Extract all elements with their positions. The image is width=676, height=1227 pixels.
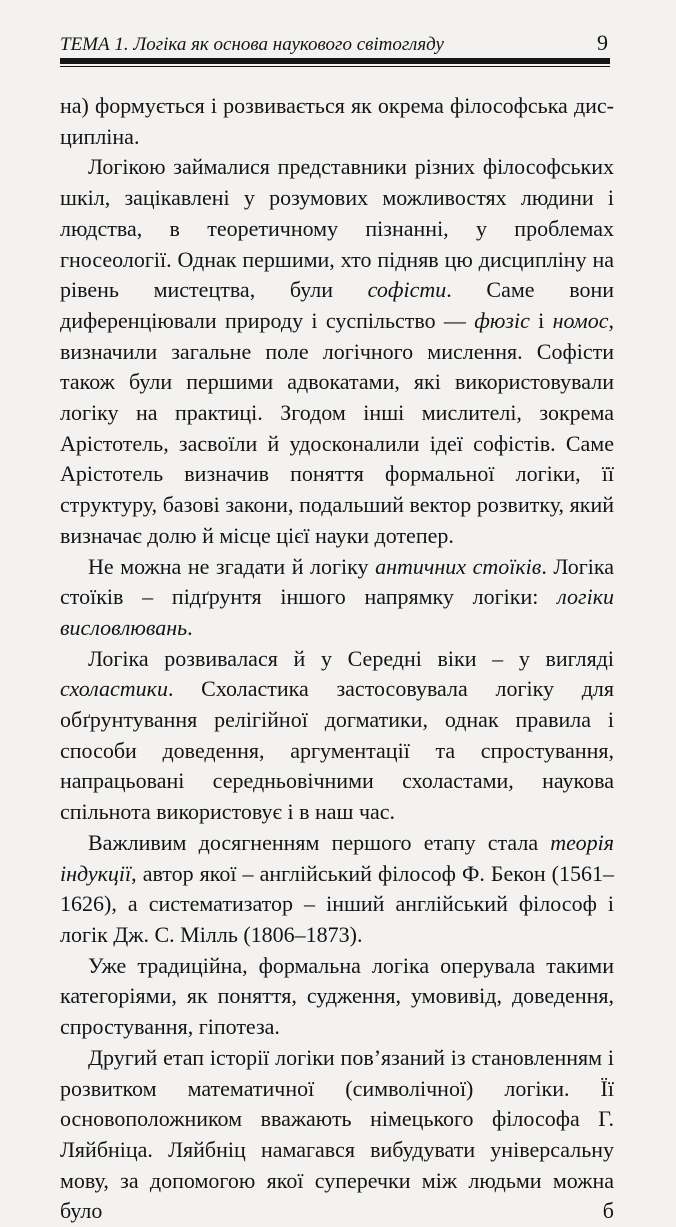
paragraph (60, 152, 614, 551)
italic-term: схоластики (60, 676, 168, 702)
paragraph (60, 1043, 614, 1227)
text-run: , визначили загальне поле логічного мислення. Софісти також були першими адвокатами, які використовували логіку на практиці. Згодом інші мислителі, зокрема Арістотель, засвоїли й удосконалили ідеї софістів. Саме Арістотель визначив поняття формальної логіки, її структуру, базові закони, подальший вектор розвитку, який визначає долю й місце цієї науки дотепер. (60, 307, 614, 548)
text-run: Логікою займалися представники різних філософських шкіл, зацікавлені у розумових можливостях людини і людства, в теоретичному пізнанні, у проблемах гносеології. Однак першими, хто підняв цю дисципліну на рівень мистецтва, були (60, 154, 614, 303)
italic-term: фюзіс (474, 307, 530, 333)
italic-term: номос (552, 307, 609, 333)
paragraph (60, 951, 614, 1043)
paragraph (60, 828, 614, 951)
text-run: Логіка розвивалася й у Середні віки – у вигляді (88, 645, 614, 671)
text-run: . Саме вони диференціювали природу і суспільство — (60, 277, 614, 333)
body-text (60, 91, 614, 1227)
text-run: . Логіка стоїків – підґрунтя іншого напрямку логіки: (60, 553, 614, 610)
page-number: 9 (597, 30, 608, 55)
paragraph (60, 644, 614, 828)
paragraph (60, 91, 614, 152)
italic-term: софісти (367, 277, 447, 303)
text-run: . (187, 614, 193, 640)
text-run: і (529, 307, 553, 333)
text-run: , автор якої – англійський філософ Ф. Бекон (1561–1626), а систематизатор – інший англійський філософ і логік Дж. С. Мілль (1806–1873). (60, 860, 614, 947)
header-rule-thick (60, 58, 610, 64)
text-run: Уже традиційна, формальна логіка оперувала такими категоріями, як поняття, судження, умовивід, доведення, спростування, гіпотеза. (60, 952, 614, 1040)
text-run: . Схоластика застосовувала логіку для обґрунтування релігійної догматики, однак правила і способи доведення, аргументації та спростування, напрацьовані середньовічними схоластами, наукова спільнота використовує і в наш час. (60, 676, 614, 825)
text-run: на) формується і розвивається як окрема філософська дис-ципліна. (60, 93, 614, 149)
chapter-title: ТЕМА 1. Логіка як основа наукового світогляду (60, 34, 444, 55)
header-rule-thin (60, 66, 610, 67)
running-header (60, 30, 608, 56)
italic-term: теорія індукції (60, 829, 614, 886)
italic-term: логіки висловлювань (60, 584, 614, 640)
text-run: Другий етап історії логіки пов’язаний із становленням і розвитком математичної (символічної) логіки. Її основоположником вважають німецького філософа Г. Ляйбніца. Ляйбніц намагався вибудувати універсальну мову, за допомогою якої суперечки між людьми можна було б (60, 1044, 614, 1224)
italic-term: античних стоїків (375, 553, 542, 579)
text-run: Не можна не згадати й логіку (88, 553, 376, 579)
text-run: Важливим досягненням першого етапу стала (88, 829, 551, 855)
paragraph (60, 552, 614, 644)
